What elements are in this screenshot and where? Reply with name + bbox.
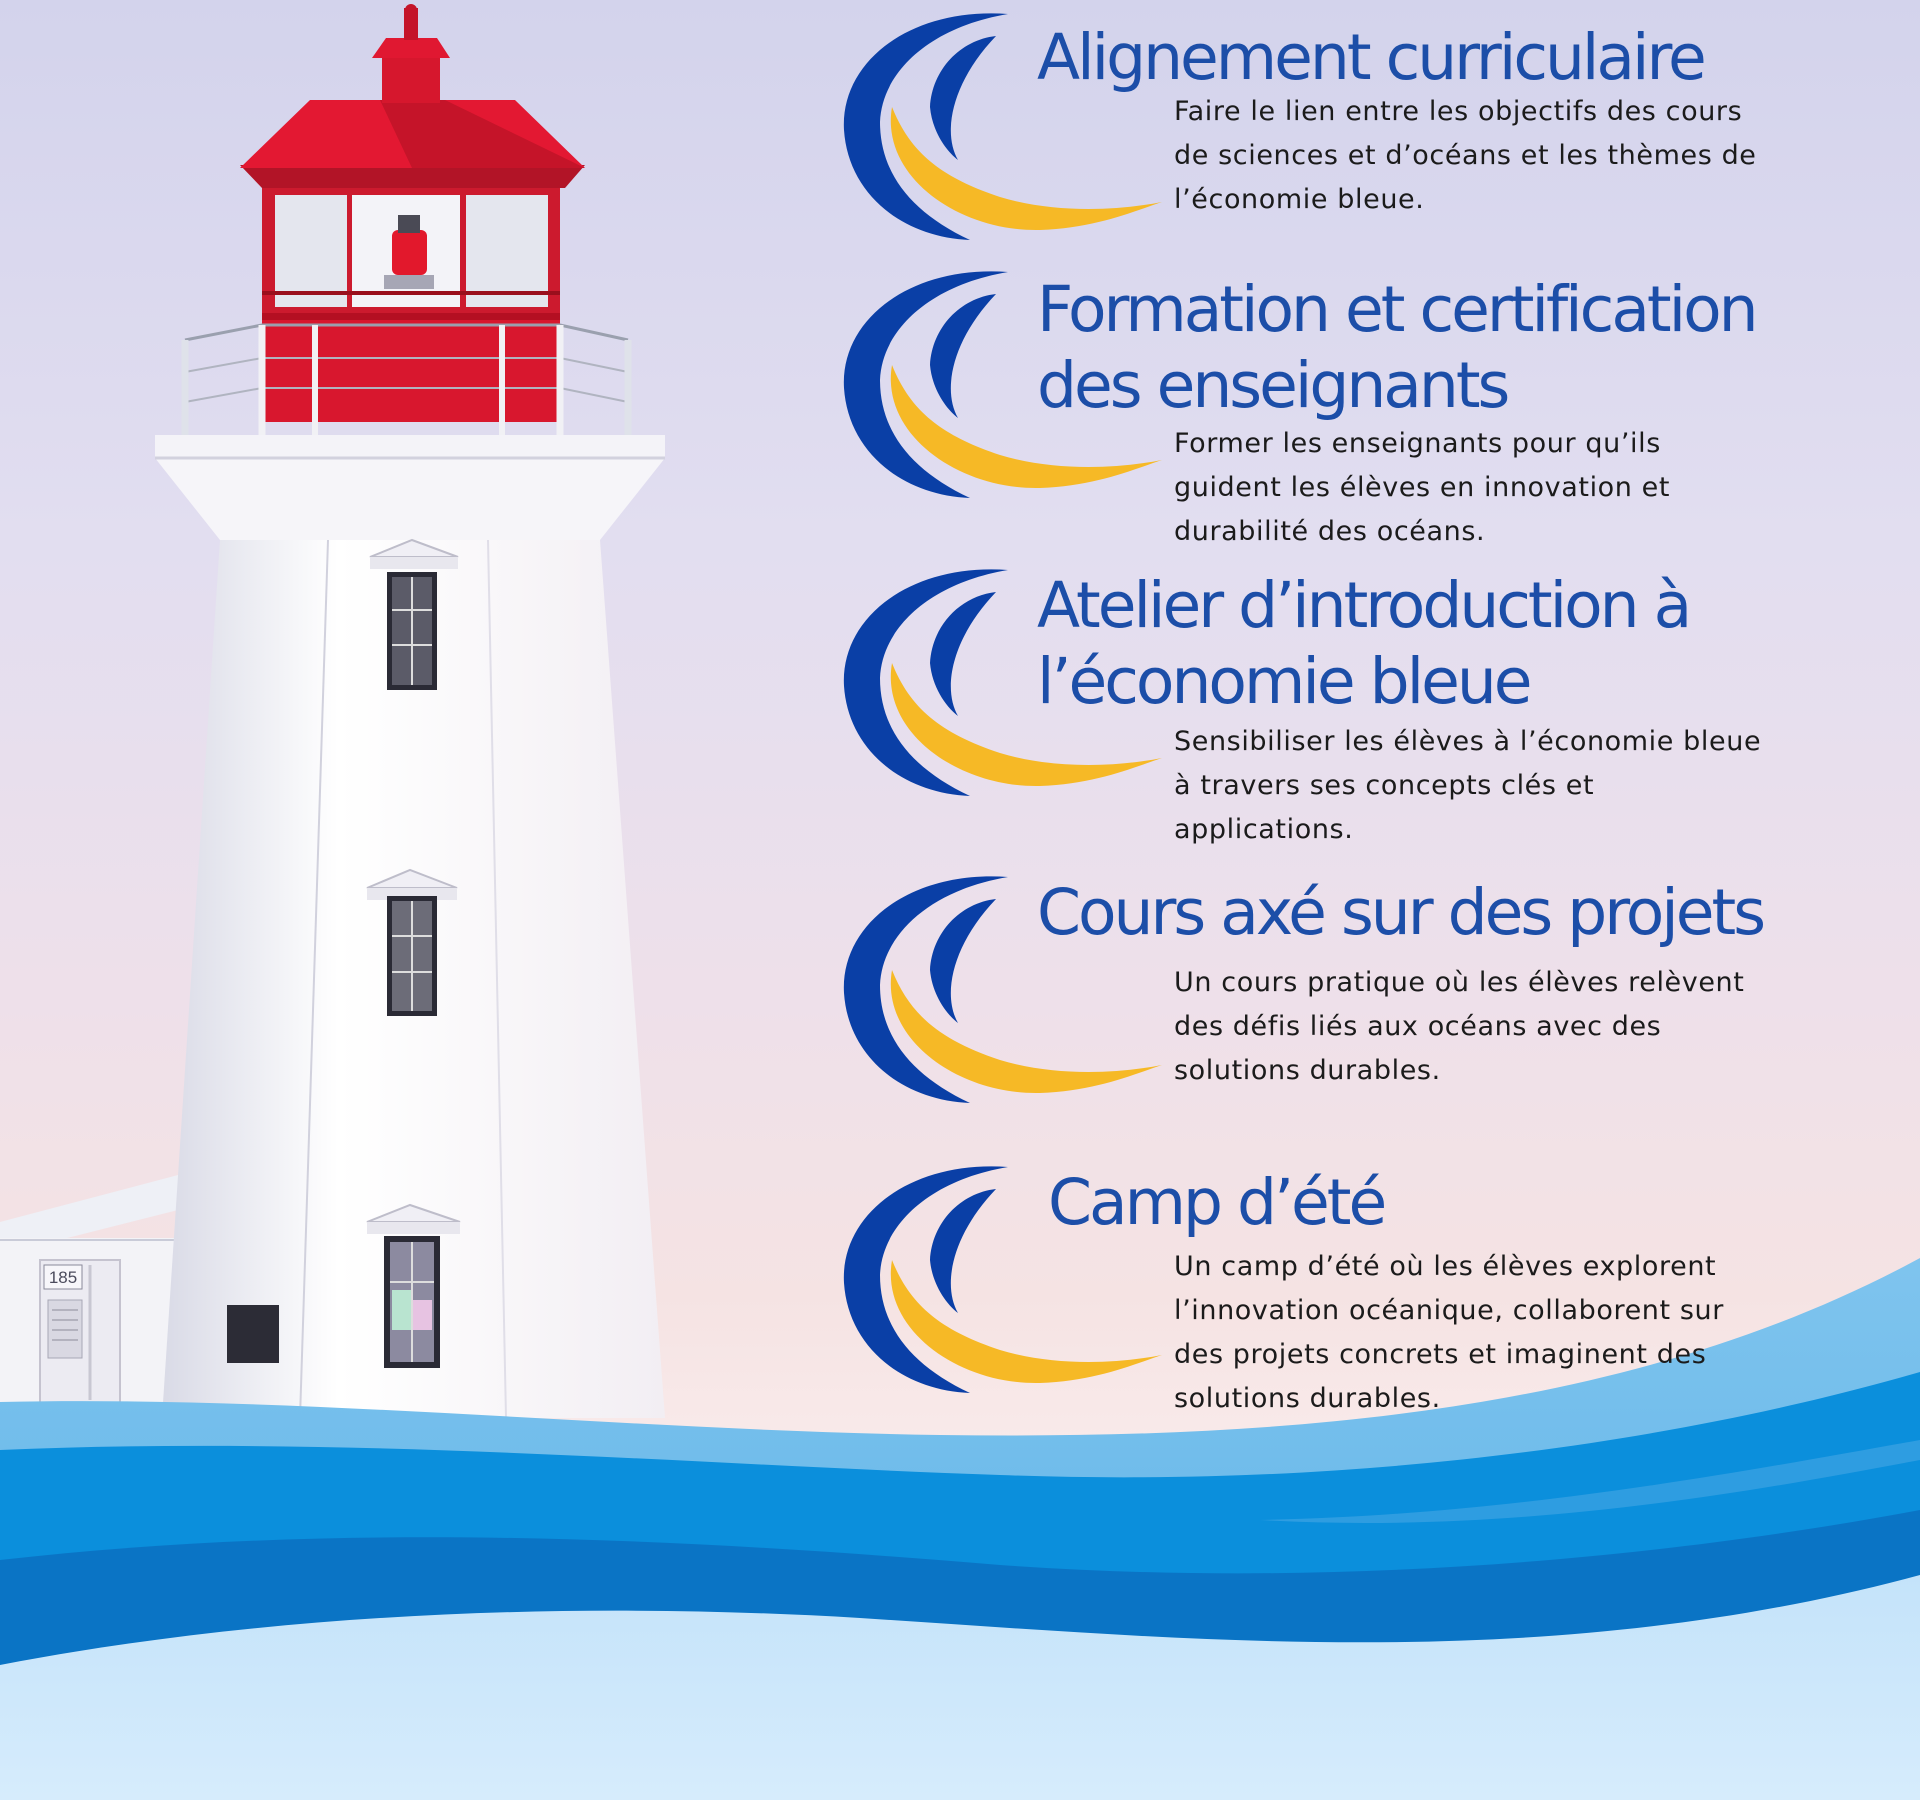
section-description: Un camp d’été où les élèves explorent l’innovation océanique, collaborent sur des projets concrets et imaginent des solutions durables.	[1174, 1251, 1724, 1414]
lantern-roof	[240, 4, 585, 188]
lantern-room	[262, 188, 560, 422]
section-title: Alignement curriculaire	[1037, 21, 1704, 94]
section-description: Faire le lien entre les objectifs des cours de sciences et d’océans et les thèmes de l’économie bleue.	[1174, 96, 1757, 215]
section-description: Former les enseignants pour qu’ils guident les élèves en innovation et durabilité des océans.	[1174, 428, 1671, 547]
outbuilding	[0, 1175, 180, 1418]
section-title: Atelier d’introduction à l’économie bleue	[1037, 569, 1690, 718]
section-title: Cours axé sur des projets	[1037, 876, 1764, 949]
section-title: Camp d’été	[1048, 1166, 1385, 1239]
section-description: Un cours pratique où les élèves relèvent des défis liés aux océans avec des solutions durables.	[1174, 967, 1745, 1086]
door-number: 185	[48, 1268, 78, 1287]
section-description: Sensibiliser les élèves à l’économie bleue à travers ses concepts clés et applications.	[1174, 726, 1762, 845]
section-title: Formation et certification des enseignants	[1037, 273, 1756, 422]
